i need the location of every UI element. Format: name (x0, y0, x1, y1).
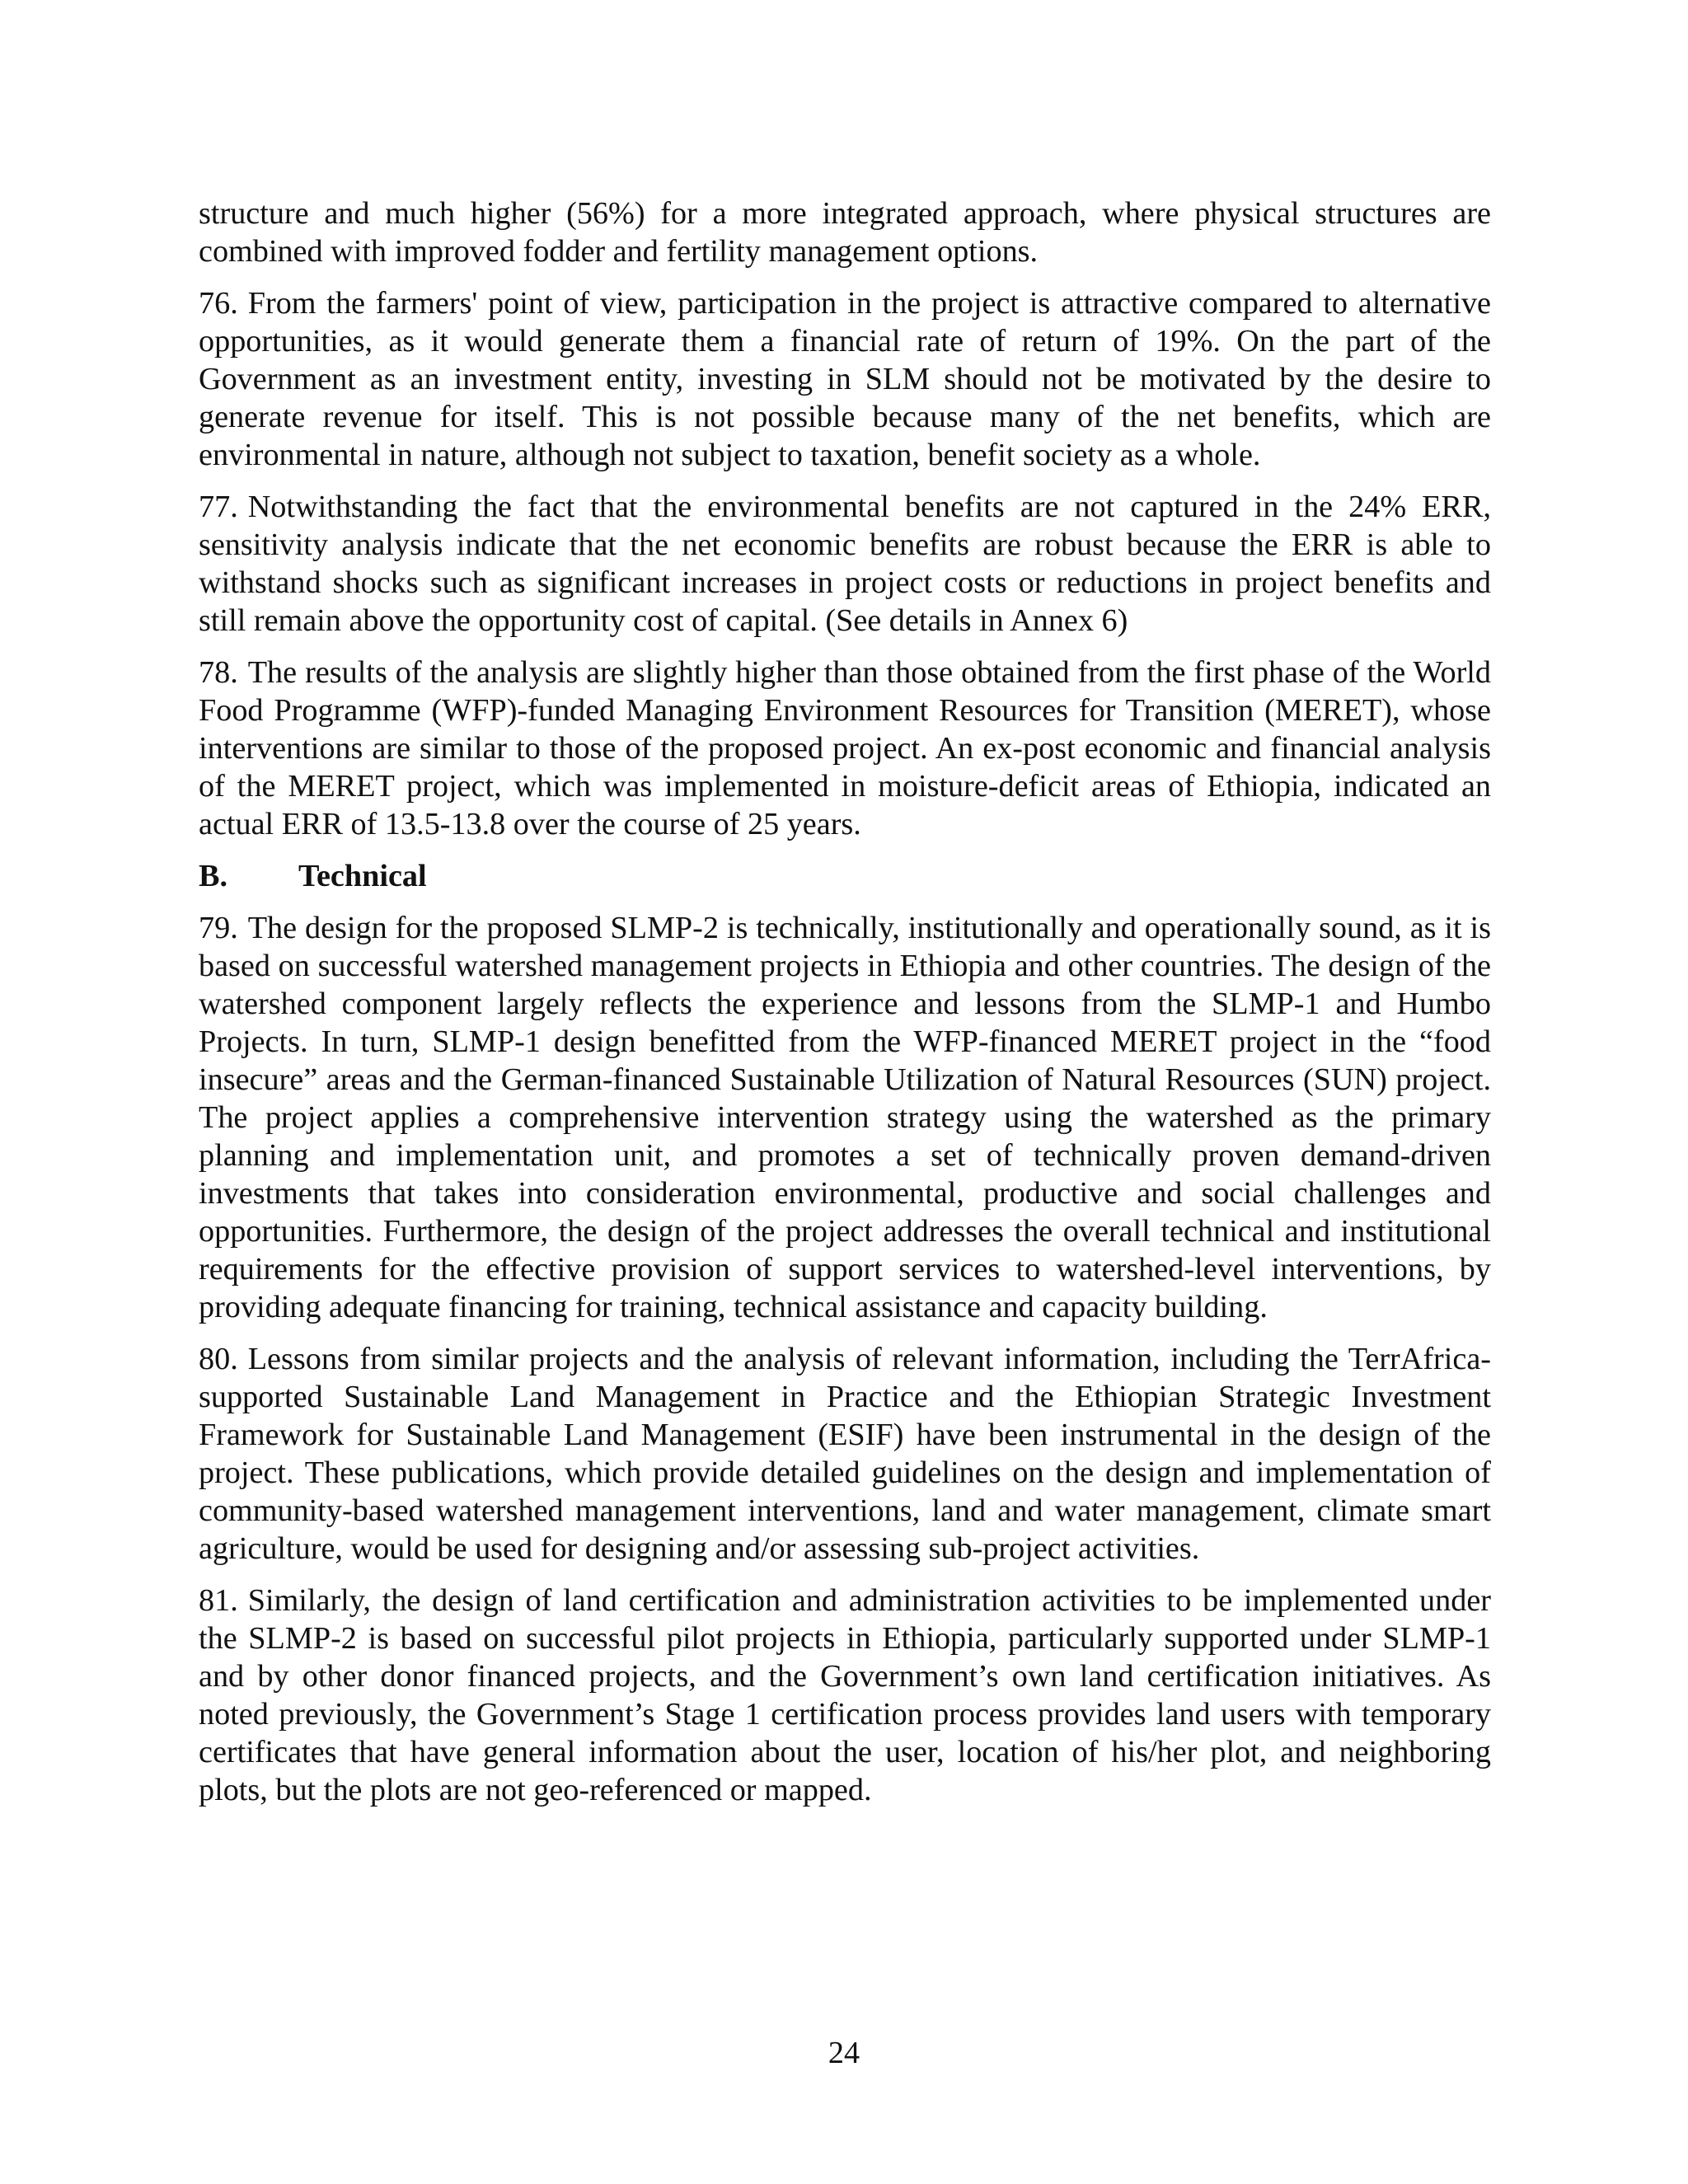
paragraph-77 (199, 488, 1491, 640)
paragraph-text: Lessons from similar projects and the analysis of relevant information, including the TerrAfrica-supported Sustainable Land Management in Practice and the Ethiopian Strategic Investment Framework for Sustainable Land Management (ESIF) have been instrumental in the design of the project. These publications, which provide detailed guidelines on the design and implementation of community-based watershed management interventions, land and water management, climate smart agriculture, would be used for designing and/or assessing sub-project activities. (199, 1342, 1491, 1566)
paragraph-text: The design for the proposed SLMP-2 is technically, institutionally and operationally sound, as it is based on successful watershed management projects in Ethiopia and other countries. The design of the watershed component largely reflects the experience and lessons from the SLMP-1 and Humbo Projects. In turn, SLMP-1 design benefitted from the WFP-financed MERET project in the “food insecure” areas and the German-financed Sustainable Utilization of Natural Resources (SUN) project. The project applies a comprehensive intervention strategy using the watershed as the primary planning and implementation unit, and promotes a set of technically proven demand-driven investments that takes into consideration environmental, productive and social challenges and opportunities. Furthermore, the design of the project addresses the overall technical and institutional requirements for the effective provision of support services to watershed-level interventions, by providing adequate financing for training, technical assistance and capacity building. (199, 911, 1491, 1324)
paragraph-continuation (199, 194, 1491, 270)
paragraph-text: The results of the analysis are slightly higher than those obtained from the first phase of the World Food Programme (WFP)-funded Managing Environment Resources for Transition (MERET), whose interventions are similar to those of the proposed project. An ex-post economic and financial analysis of the MERET project, which was implemented in moisture-deficit areas of Ethiopia, indicated an actual ERR of 13.5-13.8 over the course of 25 years. (199, 655, 1491, 841)
section-heading (199, 857, 1491, 895)
paragraph-number: 76. (199, 286, 238, 321)
page-number: 24 (828, 2036, 860, 2070)
paragraph-number: 79. (199, 911, 238, 945)
paragraph-number: 81. (199, 1583, 238, 1618)
paragraph-81 (199, 1582, 1491, 1809)
section-letter: B. (199, 859, 228, 893)
paragraph-79 (199, 909, 1491, 1326)
paragraph-number: 78. (199, 655, 238, 690)
paragraph-80 (199, 1340, 1491, 1568)
section-title: Technical (298, 859, 427, 893)
paragraph-text: Notwithstanding the fact that the environmental benefits are not captured in the 24% ERR, sensitivity analysis indicate that the net economic benefits are robust because the ERR is able to withstand shocks such as significant increases in project costs or reductions in project benefits and still remain above the opportunity cost of capital. (See details in Annex 6) (199, 490, 1491, 638)
paragraph-text: structure and much higher (56%) for a more integrated approach, where physical structures are combined with improved fodder and fertility management options. (199, 196, 1491, 269)
paragraph-text: Similarly, the design of land certification and administration activities to be implemented under the SLMP-2 is based on successful pilot projects in Ethiopia, particularly supported under SLMP-1 and by other donor financed projects, and the Government’s own land certification initiatives. As noted previously, the Government’s Stage 1 certification process provides land users with temporary certificates that have general information about the user, location of his/her plot, and neighboring plots, but the plots are not geo-referenced or mapped. (199, 1583, 1491, 1807)
paragraph-text: From the farmers' point of view, participation in the project is attractive compared to alternative opportunities, as it would generate them a financial rate of return of 19%. On the part of the Government as an investment entity, investing in SLM should not be motivated by the desire to generate revenue for itself. This is not possible because many of the net benefits, which are environmental in nature, although not subject to taxation, benefit society as a whole. (199, 286, 1491, 472)
paragraph-number: 80. (199, 1342, 238, 1376)
paragraph-76 (199, 284, 1491, 474)
page-body (199, 194, 1491, 1823)
paragraph-number: 77. (199, 490, 238, 524)
paragraph-78 (199, 654, 1491, 843)
